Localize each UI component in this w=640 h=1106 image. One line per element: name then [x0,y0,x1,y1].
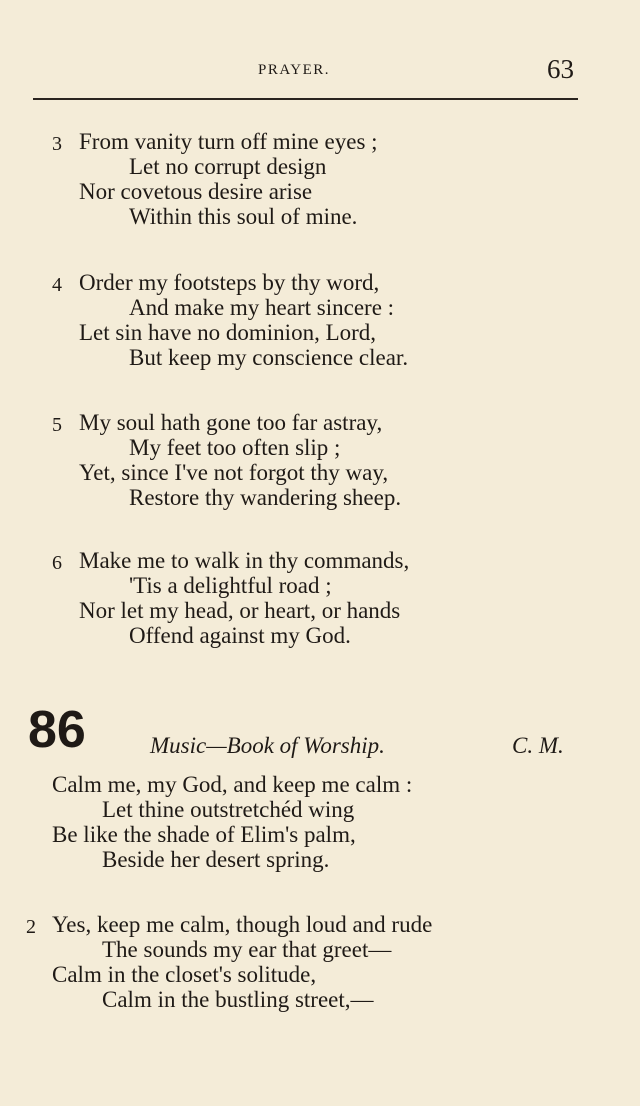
verse-line: Yes, keep me calm, though loud and rude [52,912,433,937]
page-number: 63 [547,54,574,84]
verse-line: Let no corrupt design [129,154,327,179]
tune-name: Music—Book of Worship. [150,733,385,758]
verse-line: Be like the shade of Elim's palm, [52,822,356,847]
verse-line: Beside her desert spring. [102,847,330,872]
verse-line: Restore thy wandering sheep. [129,485,402,510]
verse-line: Order my footsteps by thy word, [79,270,380,295]
verse-line: Calm in the bustling street,— [102,987,374,1012]
header-rule [33,98,578,100]
stanza-number: 4 [52,274,62,296]
verse-line: But keep my conscience clear. [129,345,409,370]
verse-line: Nor covetous desire arise [79,179,313,204]
verse-line: Let sin have no dominion, Lord, [79,320,377,345]
running-head: PRAYER. [258,62,331,78]
verse-line: Nor let my head, or heart, or hands [79,598,401,623]
stanza-number: 2 [26,916,36,938]
verse-line: Calm me, my God, and keep me calm : [52,772,413,797]
hymn-number: 86 [28,701,86,759]
verse-line: Let thine outstretchéd wing [102,797,355,822]
stanza-number: 5 [52,414,62,436]
meter-label: C. M. [512,733,564,758]
verse-line: My feet too often slip ; [129,435,341,460]
verse-line: Offend against my God. [129,623,351,648]
verse-line: Calm in the closet's solitude, [52,962,317,987]
stanza-number: 3 [52,133,62,155]
verse-line: And make my heart sincere : [129,295,395,320]
verse-line: Make me to walk in thy commands, [79,548,410,573]
verse-line: The sounds my ear that greet— [102,937,392,962]
verse-line: Yet, since I've not forgot thy way, [79,460,389,485]
verse-line: From vanity turn off mine eyes ; [79,129,378,154]
verse-line: Within this soul of mine. [129,204,358,229]
verse-line: My soul hath gone too far astray, [79,410,383,435]
stanza-number: 6 [52,552,62,574]
verse-line: 'Tis a delightful road ; [129,573,332,598]
